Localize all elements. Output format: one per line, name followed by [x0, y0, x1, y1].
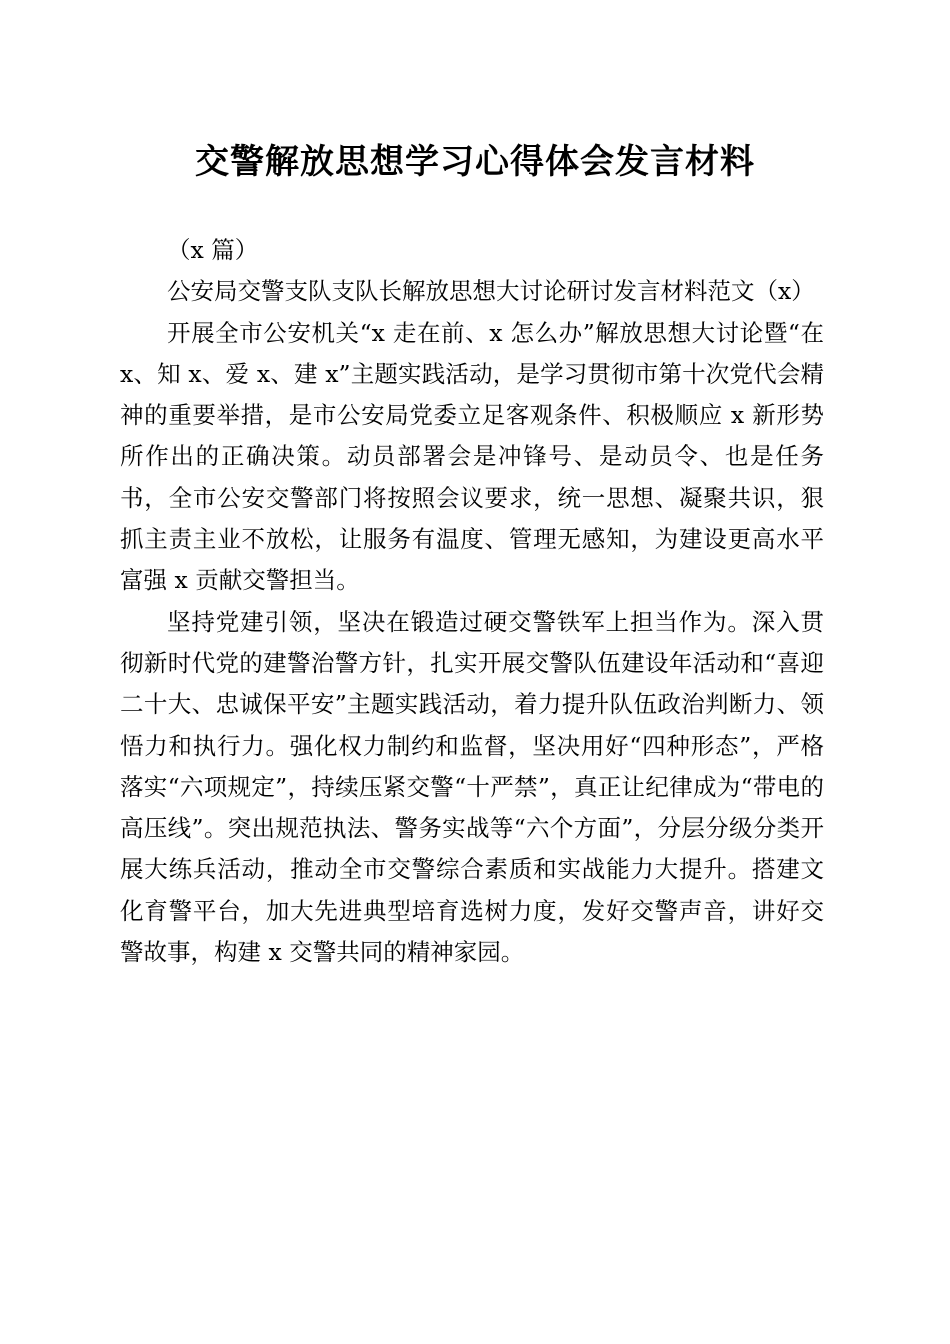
- paragraph-intro: 开展全市公安机关“x 走在前、x 怎么办”解放思想大讨论暨“在 x、知 x、爱 x、建 x”主题实践活动，是学习贯彻市第十次党代会精神的重要举措，是市公安局党委立足客观条件、积极顺应 x 新形势所作出的正确决策。动员部署会是冲锋号、是动员令、也是任务书，全市公安交警部门将按照会议要求，统一思想、凝聚共识，狠抓主责主业不放松，让服务有温度、管理无感知，为建设更高水平富强 x 贡献交警担当。: [120, 318, 824, 595]
- paragraph-party-building: 坚持党建引领，坚决在锻造过硬交警铁军上担当作为。深入贯彻新时代党的建警治警方针，扎实开展交警队伍建设年活动和“喜迎二十大、忠诚保平安”主题实践活动，着力提升队伍政治判断力、领悟力和执行力。强化权力制约和监督，坚决用好“四种形态”，严格落实“六项规定”，持续压紧交警“十严禁”，真正让纪律成为“带电的高压线”。突出规范执法、警务实战等“六个方面”，分层分级分类开展大练兵活动，推动全市交警综合素质和实战能力大提升。搭建文化育警平台，加大先进典型培育选树力度，发好交警声音，讲好交警故事，构建 x 交警共同的精神家园。: [120, 607, 824, 967]
- paragraph-section-count: （x 篇）: [167, 236, 259, 264]
- paragraph-subtitle: 公安局交警支队支队长解放思想大讨论研讨发言材料范文（x）: [167, 277, 815, 306]
- document-body: [120, 230, 824, 973]
- document-title: 交警解放思想学习心得体会发言材料: [195, 142, 755, 182]
